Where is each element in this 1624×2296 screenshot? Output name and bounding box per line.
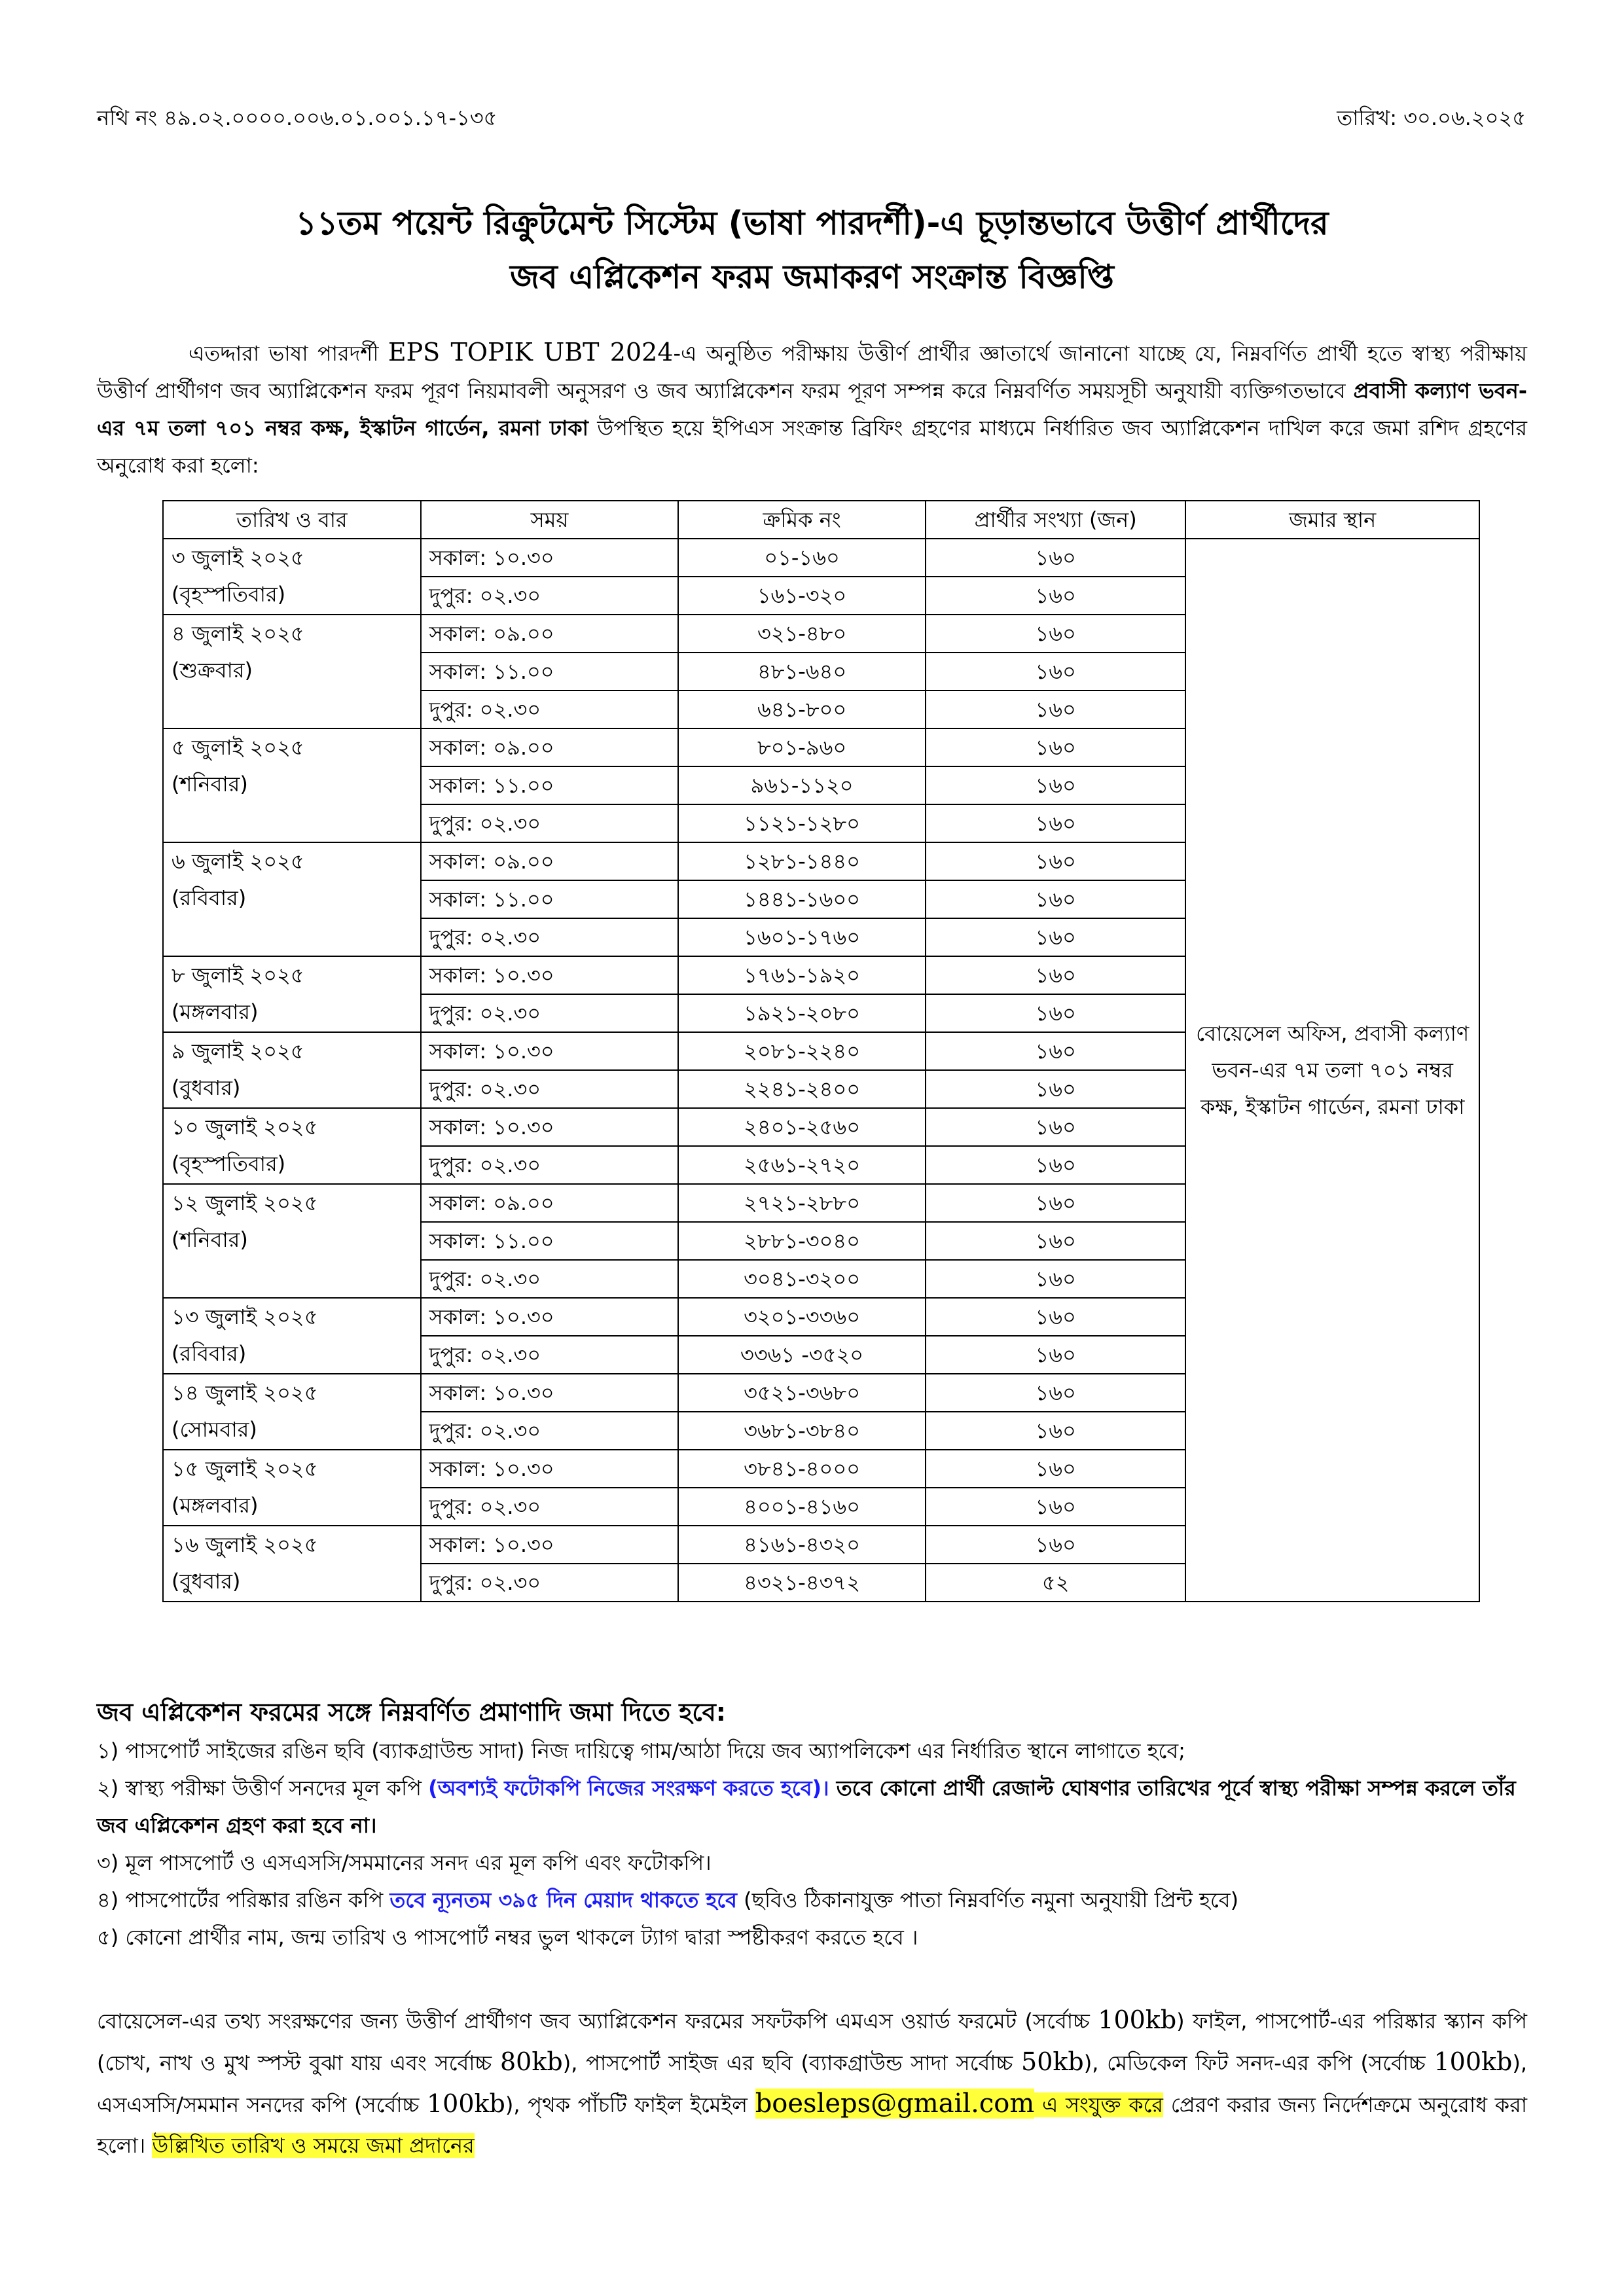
slot-time: দুপুর: ০২.৩০ (421, 1412, 679, 1450)
serial-range: ২৮৮১-৩০৪০ (678, 1222, 926, 1260)
header-date: তারিখ ও বার (163, 501, 421, 539)
intro-text-1: এতদ্দারা ভাষা পারদর্শী (189, 341, 388, 366)
day-cell (163, 842, 421, 956)
document-item-2-warning: তবে কোনো প্রার্থী রেজাল্ট ঘোষণার তারিখের পূর্বে স্বাস্থ্য পরীক্ষা সম্পন্ন করলে তাঁর জব এপ্লিকেশন গ্রহণ করা হবে না। (97, 1776, 1516, 1838)
document-item-4-note: (ছবিও ঠিকানাযুক্ত পাতা নিম্নবর্ণিত নমুনা অনুযায়ী প্রিন্ট হবে) (736, 1888, 1239, 1912)
header-count: প্রার্থীর সংখ্যা (জন) (926, 501, 1186, 539)
day-weekday: (সোমবার) (171, 1417, 257, 1442)
slot-time: দুপুর: ০২.৩০ (421, 1260, 679, 1298)
serial-range: ৬৪১-৮০০ (678, 691, 926, 728)
highlighted-text: উল্লিখিত তারিখ ও সময়ে জমা প্রদানের (152, 2133, 475, 2158)
slot-time: দুপুর: ০২.৩০ (421, 994, 679, 1032)
size-limit: 100kb (426, 2089, 505, 2118)
footer-text: ), এসএসসি/সমমান সনদের কপি (সর্বোচ্চ (97, 2051, 1528, 2117)
serial-range: ১৭৬১-১৯২০ (678, 956, 926, 994)
day-date: ১৩ জুলাই ২০২৫ (171, 1304, 318, 1329)
document-item-2-text: ২) স্বাস্থ্য পরীক্ষা উত্তীর্ণ সনদের মূল কপি (97, 1776, 429, 1801)
footer-text: ), পৃথক পাঁচটি ফাইল ইমেইল (505, 2092, 755, 2117)
serial-range: ৩৮৪১-৪০০০ (678, 1450, 926, 1488)
day-weekday: (রবিবার) (171, 1341, 247, 1366)
slot-time: সকাল: ১০.৩০ (421, 539, 679, 577)
intro-paragraph (97, 334, 1527, 484)
document-item-2-emphasis: (অবশ্যই ফটোকপি নিজের সংরক্ষণ করতে হবে)। (428, 1776, 829, 1801)
day-cell (163, 539, 421, 615)
slot-time: সকাল: ১০.৩০ (421, 1032, 679, 1070)
schedule-body (163, 539, 1479, 1602)
serial-range: ১১২১-১২৮০ (678, 804, 926, 842)
table-row (163, 539, 1479, 577)
day-cell (163, 728, 421, 842)
day-weekday: (মঙ্গলবার) (171, 1493, 259, 1518)
document-item-3: ৩) মূল পাসপোর্ট ও এসএসসি/সমমানের সনদ এর মূল কপি এবং ফটোকপি। (97, 1850, 712, 1875)
slot-time: সকাল: ১০.৩০ (421, 1108, 679, 1146)
document-item-5: ৫) কোনো প্রার্থীর নাম, জন্ম তারিখ ও পাসপোর্ট নম্বর ভুল থাকলে ট্যাগ দ্বারা স্পষ্টীকরণ করতে হবে । (97, 1925, 918, 1950)
serial-range: ৮০১-৯৬০ (678, 728, 926, 766)
title-line-1: ১১তম পয়েন্ট রিক্রুটমেন্ট সিস্টেম (ভাষা পারদর্শী)-এ চূড়ান্তভাবে উত্তীর্ণ প্রার্থীদের (295, 204, 1329, 242)
candidate-count: ১৬০ (926, 728, 1186, 766)
serial-range: ৪৮১-৬৪০ (678, 653, 926, 691)
highlighted-text: এ সংযুক্ত করে (1034, 2092, 1164, 2117)
candidate-count: ১৬০ (926, 1108, 1186, 1146)
day-date: ১২ জুলাই ২০২৫ (171, 1191, 318, 1215)
candidate-count: ১৬০ (926, 1146, 1186, 1184)
serial-range: ৪০০১-৪১৬০ (678, 1488, 926, 1526)
slot-time: দুপুর: ০২.৩০ (421, 1146, 679, 1184)
slot-time: সকাল: ০৯.০০ (421, 842, 679, 880)
slot-time: সকাল: ০৯.০০ (421, 1184, 679, 1222)
candidate-count: ১৬০ (926, 766, 1186, 804)
serial-range: ০১-১৬০ (678, 539, 926, 577)
day-cell (163, 1526, 421, 1602)
slot-time: দুপুর: ০২.৩০ (421, 1488, 679, 1526)
notice-date: তারিখ: ৩০.০৬.২০২৫ (1337, 105, 1526, 130)
slot-time: দুপুর: ০২.৩০ (421, 577, 679, 615)
day-cell (163, 1374, 421, 1450)
day-date: ১০ জুলাই ২০২৫ (171, 1115, 318, 1139)
softcopy-instructions (97, 2000, 1527, 2166)
slot-time: সকাল: ১০.৩০ (421, 1374, 679, 1412)
exam-name: EPS TOPIK UBT 2024 (388, 338, 674, 367)
serial-range: ৯৬১-১১২০ (678, 766, 926, 804)
candidate-count: ১৬০ (926, 1184, 1186, 1222)
footer-text: ), মেডিকেল ফিট সনদ-এর কপি (সর্বোচ্চ (1083, 2051, 1434, 2075)
day-weekday: (বুধবার) (171, 1075, 241, 1100)
candidate-count: ৫২ (926, 1564, 1186, 1602)
footer-text: ) ফাইল, পাসপোর্ট-এর পরিষ্কার স্ক্যান কপি (চোখ, নাখ ও মুখ স্পস্ট বুঝা যায় এবং সর্বোচ্চ (97, 2009, 1527, 2075)
candidate-count: ১৬০ (926, 880, 1186, 918)
footer-text: ), পাসপোর্ট সাইজ এর ছবি (ব্যাকগ্রাউন্ড সাদা সর্বোচ্চ (562, 2051, 1022, 2075)
candidate-count: ১৬০ (926, 691, 1186, 728)
day-weekday: (শনিবার) (171, 772, 248, 797)
day-date: ৪ জুলাই ২০২৫ (171, 621, 304, 646)
candidate-count: ১৬০ (926, 539, 1186, 577)
day-weekday: (বৃহস্পতিবার) (171, 582, 286, 607)
day-weekday: (শনিবার) (171, 1227, 248, 1252)
candidate-count: ১৬০ (926, 804, 1186, 842)
serial-range: ৩৬৮১-৩৮৪০ (678, 1412, 926, 1450)
day-date: ১৪ জুলাই ২০২৫ (171, 1380, 318, 1405)
documents-heading: জব এপ্লিকেশন ফরমের সঙ্গে নিম্নবর্ণিত প্রমাণাদি জমা দিতে হবে: (97, 1698, 726, 1727)
day-cell (163, 1184, 421, 1298)
serial-range: ৩২১-৪৮০ (678, 615, 926, 653)
day-date: ৮ জুলাই ২০২৫ (171, 963, 304, 988)
day-weekday: (শুক্রবার) (171, 658, 253, 683)
candidate-count: ১৬০ (926, 956, 1186, 994)
candidate-count: ১৬০ (926, 1488, 1186, 1526)
day-weekday: (বুধবার) (171, 1569, 241, 1594)
slot-time: সকাল: ১১.০০ (421, 766, 679, 804)
venue-address: প্রবাসী কল্যাণ ভবন-এর ৭ম তলা ৭০১ নম্বর কক্ষ, ইস্কাটন গার্ডেন, রমনা ঢাকা (97, 378, 1527, 440)
candidate-count: ১৬০ (926, 1222, 1186, 1260)
serial-range: ২২৪১-২৪০০ (678, 1070, 926, 1108)
slot-time: সকাল: ১১.০০ (421, 880, 679, 918)
slot-time: দুপুর: ০২.৩০ (421, 804, 679, 842)
slot-time: সকাল: ১০.৩০ (421, 1450, 679, 1488)
header-place: জমার স্থান (1185, 501, 1479, 539)
slot-time: দুপুর: ০২.৩০ (421, 691, 679, 728)
slot-time: সকাল: ১০.৩০ (421, 1298, 679, 1336)
size-limit: 100kb (1434, 2047, 1513, 2076)
candidate-count: ১৬০ (926, 615, 1186, 653)
schedule-table (162, 500, 1480, 1602)
candidate-count: ১৬০ (926, 1070, 1186, 1108)
candidate-count: ১৬০ (926, 653, 1186, 691)
slot-time: সকাল: ০৯.০০ (421, 615, 679, 653)
slot-time: দুপুর: ০২.৩০ (421, 1336, 679, 1374)
size-limit: 50kb (1021, 2047, 1084, 2076)
candidate-count: ১৬০ (926, 1298, 1186, 1336)
serial-range: ১৯২১-২০৮০ (678, 994, 926, 1032)
size-limit: 80kb (499, 2047, 563, 2076)
day-cell (163, 1298, 421, 1374)
header-serial: ক্রমিক নং (678, 501, 926, 539)
document-item-4 (97, 1882, 1527, 1919)
candidate-count: ১৬০ (926, 1336, 1186, 1374)
day-date: ১৬ জুলাই ২০২৫ (171, 1532, 318, 1557)
candidate-count: ১৬০ (926, 1412, 1186, 1450)
serial-range: ৩৫২১-৩৬৮০ (678, 1374, 926, 1412)
slot-time: সকাল: ১১.০০ (421, 1222, 679, 1260)
serial-range: ৩০৪১-৩২০০ (678, 1260, 926, 1298)
slot-time: দুপুর: ০২.৩০ (421, 1564, 679, 1602)
day-cell (163, 615, 421, 728)
day-weekday: (বৃহস্পতিবার) (171, 1151, 286, 1176)
day-cell (163, 956, 421, 1032)
document-item-2 (97, 1770, 1527, 1844)
day-weekday: (মঙ্গলবার) (171, 999, 259, 1024)
intro-text-2: -এ অনুষ্ঠিত পরীক্ষায় উত্তীর্ণ প্রার্থীর জ্ঞাতার্থে জানানো যাচ্ছে যে, নিম্নবর্ণিত প্রার্থী হতে স্বাস্থ্য পরীক্ষায় উত্তীর্ণ প্রার্থীগণ জব অ্যাপ্লিকেশন ফরম পূরণ নিয়মাবলী অনুসরণ ও জব অ্যাপ্লিকেশন ফরম পূরণ সম্পন্ন করে নিম্নবর্ণিত সময়সূচী অনুযায়ী ব্যক্তিগতভাবে (97, 341, 1527, 403)
day-cell (163, 1032, 421, 1108)
candidate-count: ১৬০ (926, 1374, 1186, 1412)
title-line-2: জব এপ্লিকেশন ফরম জমাকরণ সংক্রান্ত বিজ্ঞপ্তি (510, 258, 1114, 296)
footer-text: বোয়েসেল-এর তথ্য সংরক্ষণের জন্য উত্তীর্ণ প্রার্থীগণ জব অ্যাপ্লিকেশন ফরমের সফটকপি এমএস ওয়ার্ড ফরমেট (সর্বোচ্চ (97, 2009, 1098, 2034)
day-cell (163, 1450, 421, 1526)
email-link[interactable]: boesleps@gmail.com (755, 2089, 1035, 2119)
slot-time: সকাল: ০৯.০০ (421, 728, 679, 766)
serial-range: ২৭২১-২৮৮০ (678, 1184, 926, 1222)
serial-range: ১২৮১-১৪৪০ (678, 842, 926, 880)
intro-text-3: উপস্থিত হয়ে ইপিএস সংক্রান্ত ব্রিফিং গ্রহণের মাধ্যমে নির্ধারিত জব অ্যাপ্লিকেশন দাখিল করে জমা রশিদ গ্রহণের অনুরোধ করা হলো: (97, 416, 1527, 478)
slot-time: সকাল: ১০.৩০ (421, 1526, 679, 1564)
serial-range: ১৬১-৩২০ (678, 577, 926, 615)
day-date: ৬ জুলাই ২০২৫ (171, 849, 304, 874)
serial-range: ৩৩৬১ -৩৫২০ (678, 1336, 926, 1374)
document-item-4-text: ৪) পাসপোর্টের পরিষ্কার রঙিন কপি (97, 1888, 390, 1912)
serial-range: ২৫৬১-২৭২০ (678, 1146, 926, 1184)
file-reference-number: নথি নং ৪৯.০২.০০০০.০০৬.০১.০০১.১৭-১৩৫ (97, 105, 497, 130)
day-date: ৯ জুলাই ২০২৫ (171, 1039, 304, 1064)
day-date: ১৫ জুলাই ২০২৫ (171, 1456, 318, 1481)
footer-text: প্রেরণ করার জন্য নির্দেশক্রমে অনুরোধ করা হলো। (97, 2092, 1528, 2158)
day-date: ৩ জুলাই ২০২৫ (171, 545, 304, 570)
candidate-count: ১৬০ (926, 1032, 1186, 1070)
serial-range: ৪১৬১-৪৩২০ (678, 1526, 926, 1564)
slot-time: দুপুর: ০২.৩০ (421, 1070, 679, 1108)
serial-range: ১৬০১-১৭৬০ (678, 918, 926, 956)
candidate-count: ১৬০ (926, 1450, 1186, 1488)
serial-range: ২৪০১-২৫৬০ (678, 1108, 926, 1146)
serial-range: ৪৩২১-৪৩৭২ (678, 1564, 926, 1602)
candidate-count: ১৬০ (926, 1260, 1186, 1298)
slot-time: সকাল: ১০.৩০ (421, 956, 679, 994)
size-limit: 100kb (1098, 2005, 1177, 2034)
day-weekday: (রবিবার) (171, 886, 247, 910)
submission-place: বোয়েসেল অফিস, প্রবাসী কল্যাণ ভবন-এর ৭ম তলা ৭০১ নম্বর কক্ষ, ইস্কাটন গার্ডেন, রমনা ঢাকা (1185, 539, 1479, 1602)
table-header-row (163, 501, 1479, 539)
candidate-count: ১৬০ (926, 1526, 1186, 1564)
candidate-count: ১৬০ (926, 842, 1186, 880)
day-cell (163, 1108, 421, 1184)
document-item-4-emphasis: তবে ন্যূনতম ৩৯৫ দিন মেয়াদ থাকতে হবে (389, 1888, 737, 1912)
serial-range: ৩২০১-৩৩৬০ (678, 1298, 926, 1336)
serial-range: ১৪৪১-১৬০০ (678, 880, 926, 918)
serial-range: ২০৮১-২২৪০ (678, 1032, 926, 1070)
header-time: সময় (421, 501, 679, 539)
document-item-1: ১) পাসপোর্ট সাইজের রঙিন ছবি (ব্যাকগ্রাউন্ড সাদা) নিজ দায়িত্বে গাম/আঠা দিয়ে জব অ্যাপলিকেশ এর নির্ধারিত স্থানে লাগাতে হবে; (97, 1738, 1185, 1763)
day-date: ৫ জুলাই ২০২৫ (171, 735, 304, 760)
slot-time: দুপুর: ০২.৩০ (421, 918, 679, 956)
notice-title (98, 196, 1526, 304)
candidate-count: ১৬০ (926, 918, 1186, 956)
candidate-count: ১৬০ (926, 577, 1186, 615)
required-documents (97, 1692, 1527, 1956)
candidate-count: ১৬০ (926, 994, 1186, 1032)
slot-time: সকাল: ১১.০০ (421, 653, 679, 691)
